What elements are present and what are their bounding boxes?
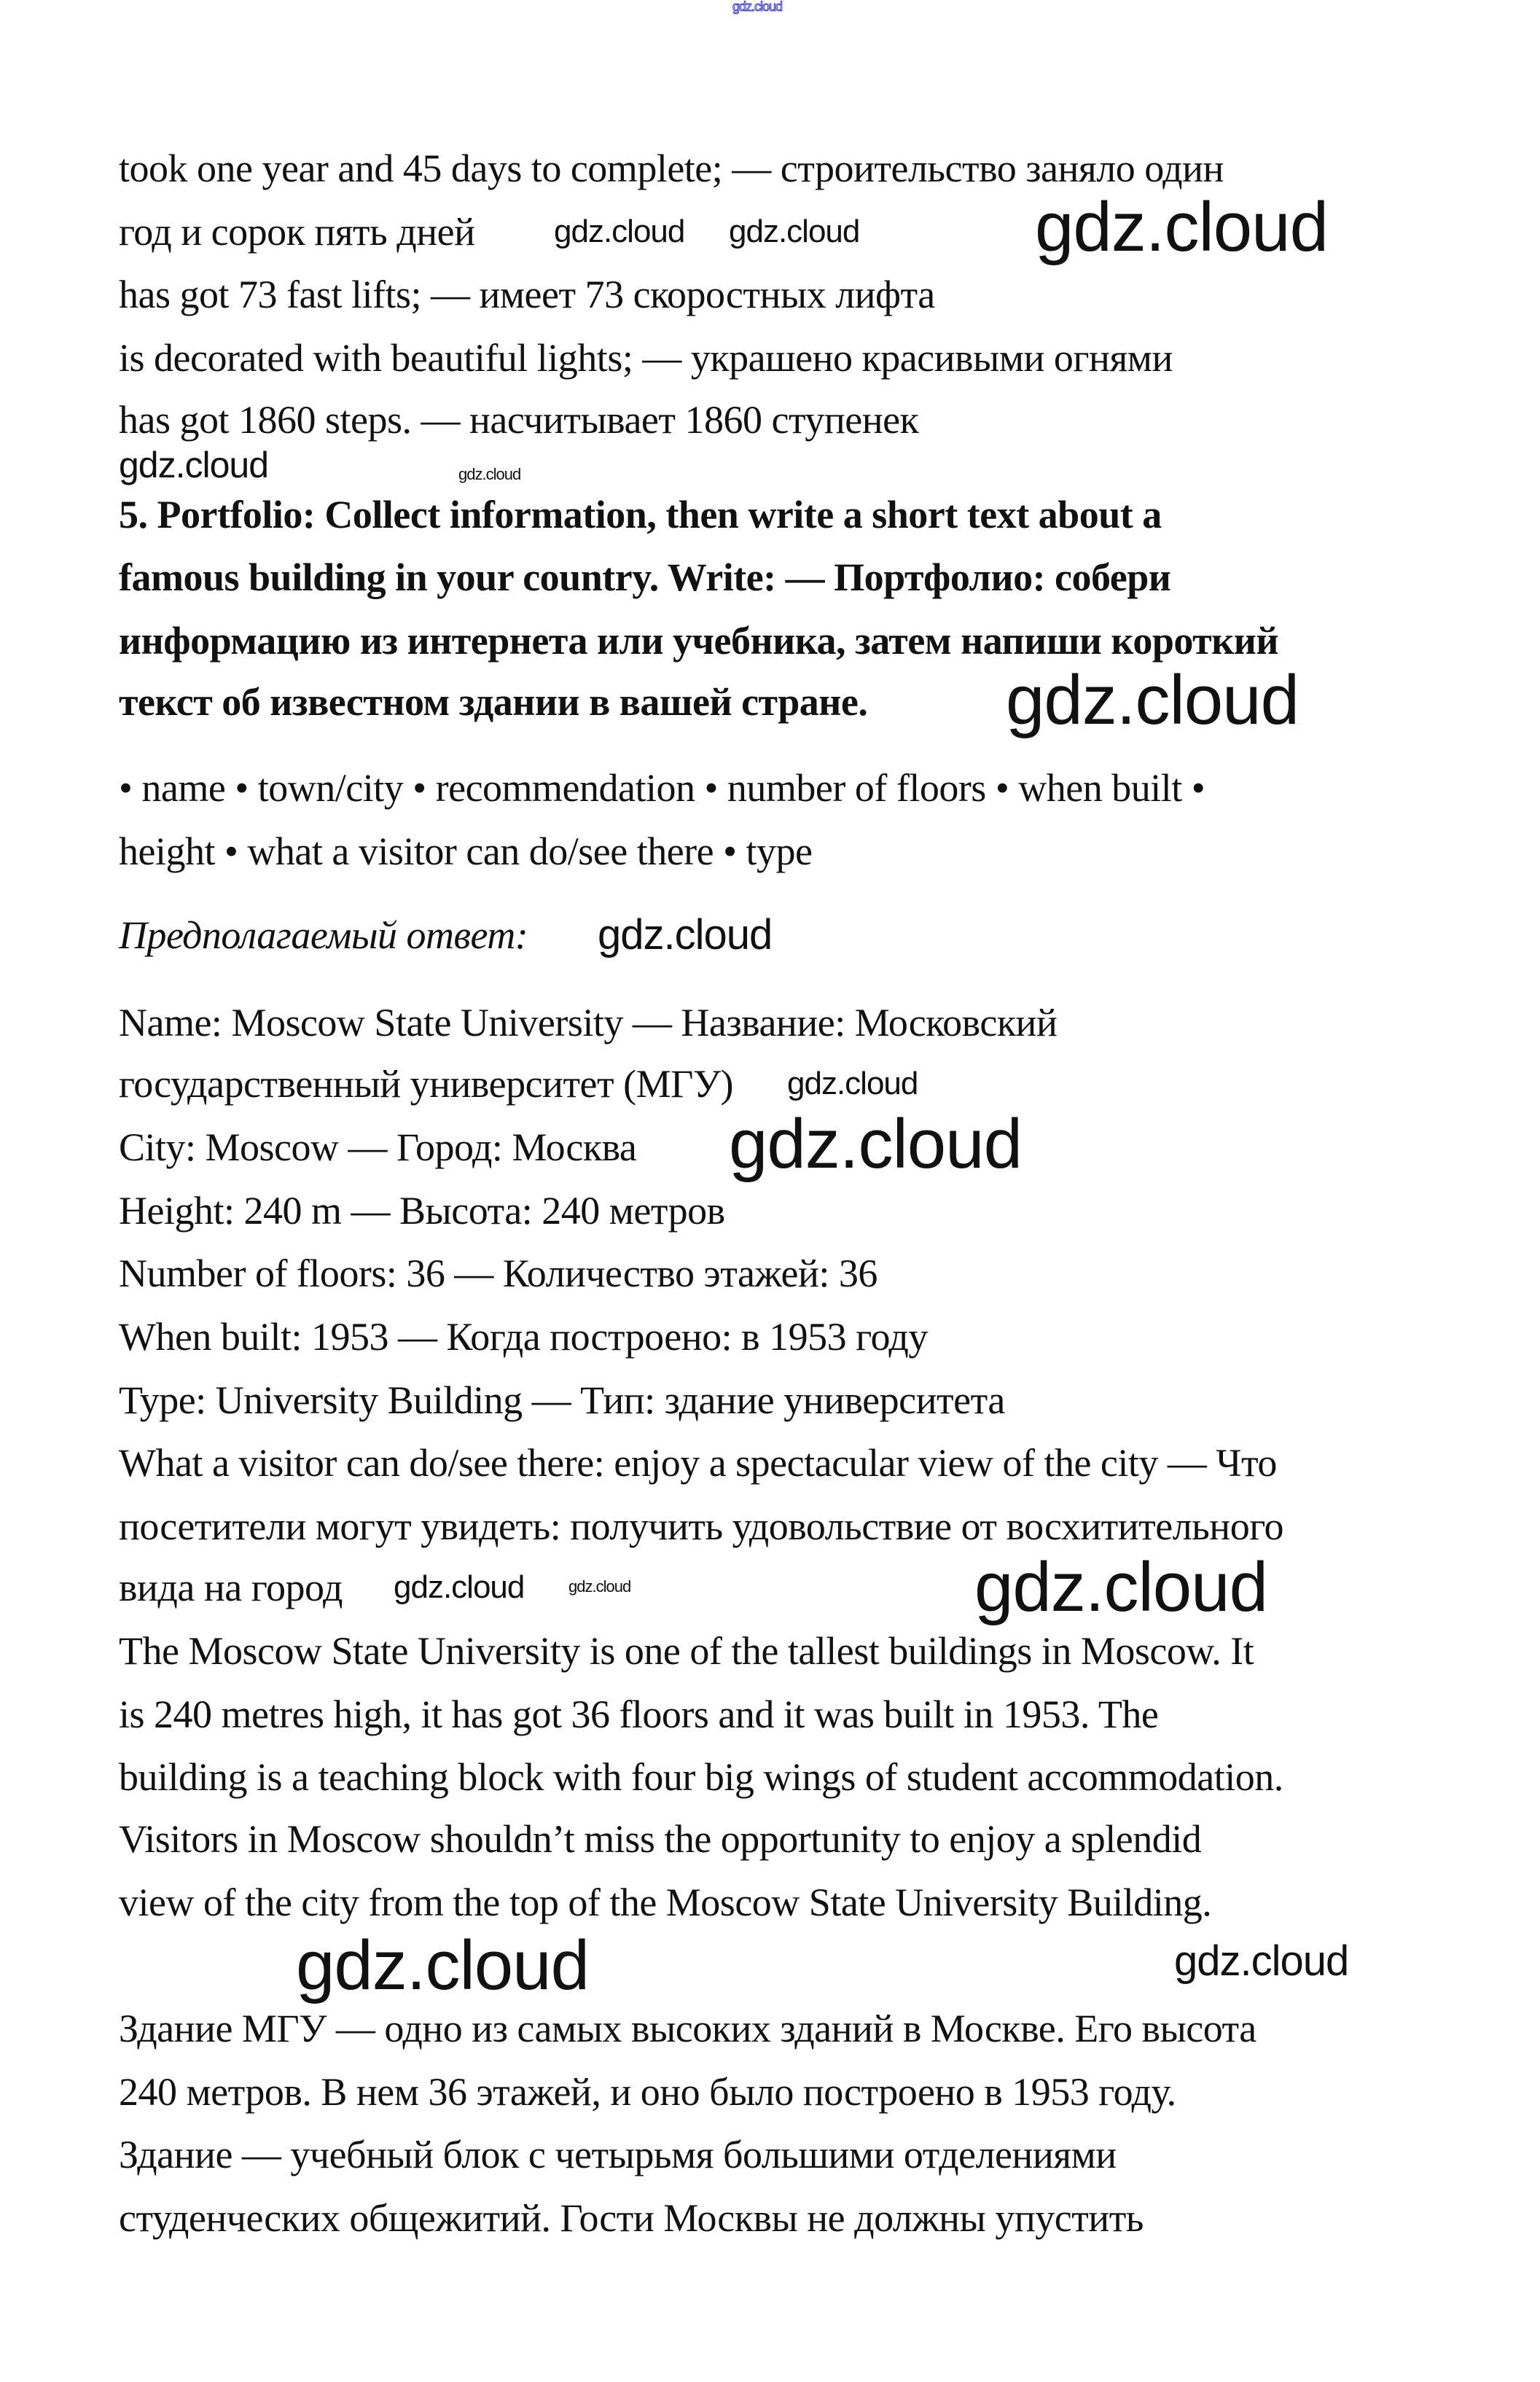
watermark: gdz.cloud: [598, 911, 773, 958]
text-line: государственный университет (МГУ): [119, 1062, 734, 1106]
watermark: gdz.cloud: [1035, 188, 1328, 266]
text-line: Height: 240 m — Высота: 240 метров: [119, 1189, 725, 1233]
text-line: Visitors in Moscow shouldn’t miss the opportunity to enjoy a splendid: [119, 1817, 1202, 1861]
text-line: Здание МГУ — одно из самых высоких зданий в Москве. Его высота: [119, 2007, 1256, 2050]
task-heading: 5. Portfolio: Collect information, then write a short text about a: [119, 493, 1162, 536]
watermark: gdz.cloud: [554, 214, 685, 249]
text-line: has got 1860 steps. — насчитывает 1860 ступенек: [119, 398, 919, 442]
text-line: посетители могут увидеть: получить удовольствие от восхитительного: [119, 1504, 1283, 1548]
task-heading: текст об известном здании в вашей стране.: [119, 680, 868, 724]
text-line: What a visitor can do/see there: enjoy a spectacular view of the city — Что: [119, 1441, 1277, 1485]
text-line: view of the city from the top of the Moscow State University Building.: [119, 1881, 1212, 1924]
text-line: City: Moscow — Город: Москва: [119, 1125, 637, 1169]
watermark: gdz.cloud: [729, 1105, 1022, 1183]
task-heading: информацию из интернета или учебника, затем напиши короткий: [119, 619, 1279, 663]
answer-label: Предполагаемый ответ:: [119, 913, 528, 957]
bullet-list: height • what a visitor can do/see there • type: [119, 829, 813, 873]
text-line: is 240 metres high, it has got 36 floors and it was built in 1953. The: [119, 1692, 1159, 1736]
watermark: gdz.cloud: [568, 1577, 631, 1596]
text-line: 240 метров. В нем 36 этажей, и оно было построено в 1953 году.: [119, 2070, 1176, 2114]
watermark: gdz.cloud: [296, 1926, 589, 2004]
watermark: gdz.cloud: [1174, 1937, 1349, 1985]
text-line: has got 73 fast lifts; — имеет 73 скоростных лифта: [119, 273, 935, 316]
watermark: gdz.cloud: [974, 1548, 1267, 1626]
text-line: building is a teaching block with four big wings of student accommodation.: [119, 1755, 1283, 1799]
text-line: The Moscow State University is one of the tallest buildings in Moscow. It: [119, 1629, 1254, 1673]
text-line: is decorated with beautiful lights; — украшено красивыми огнями: [119, 336, 1173, 380]
task-heading: famous building in your country. Write: — Портфолио: собери: [119, 555, 1171, 599]
watermark: gdz.cloud: [787, 1066, 918, 1101]
text-line: Name: Moscow State University — Название: Московский: [119, 1001, 1058, 1044]
text-line: студенческих общежитий. Гости Москвы не должны упустить: [119, 2196, 1144, 2240]
watermark: gdz.cloud: [394, 1569, 525, 1605]
watermark: gdz.cloud: [119, 445, 269, 485]
watermark: gdz.cloud: [732, 0, 783, 14]
bullet-list: • name • town/city • recommendation • number of floors • when built •: [119, 766, 1205, 810]
text-line: Number of floors: 36 — Количество этажей: 36: [119, 1251, 878, 1295]
text-line: Здание — учебный блок с четырьмя большими отделениями: [119, 2133, 1117, 2176]
text-line: год и сорок пять дней: [119, 210, 475, 254]
text-line: вида на город: [119, 1566, 343, 1609]
text-line: Type: University Building — Тип: здание университета: [119, 1378, 1005, 1422]
text-line: took one year and 45 days to complete; — строительство заняло один: [119, 147, 1224, 190]
watermark: gdz.cloud: [1006, 661, 1299, 739]
watermark: gdz.cloud: [729, 214, 860, 249]
text-line: When built: 1953 — Когда построено: в 1953 году: [119, 1315, 928, 1359]
watermark: gdz.cloud: [458, 465, 521, 483]
